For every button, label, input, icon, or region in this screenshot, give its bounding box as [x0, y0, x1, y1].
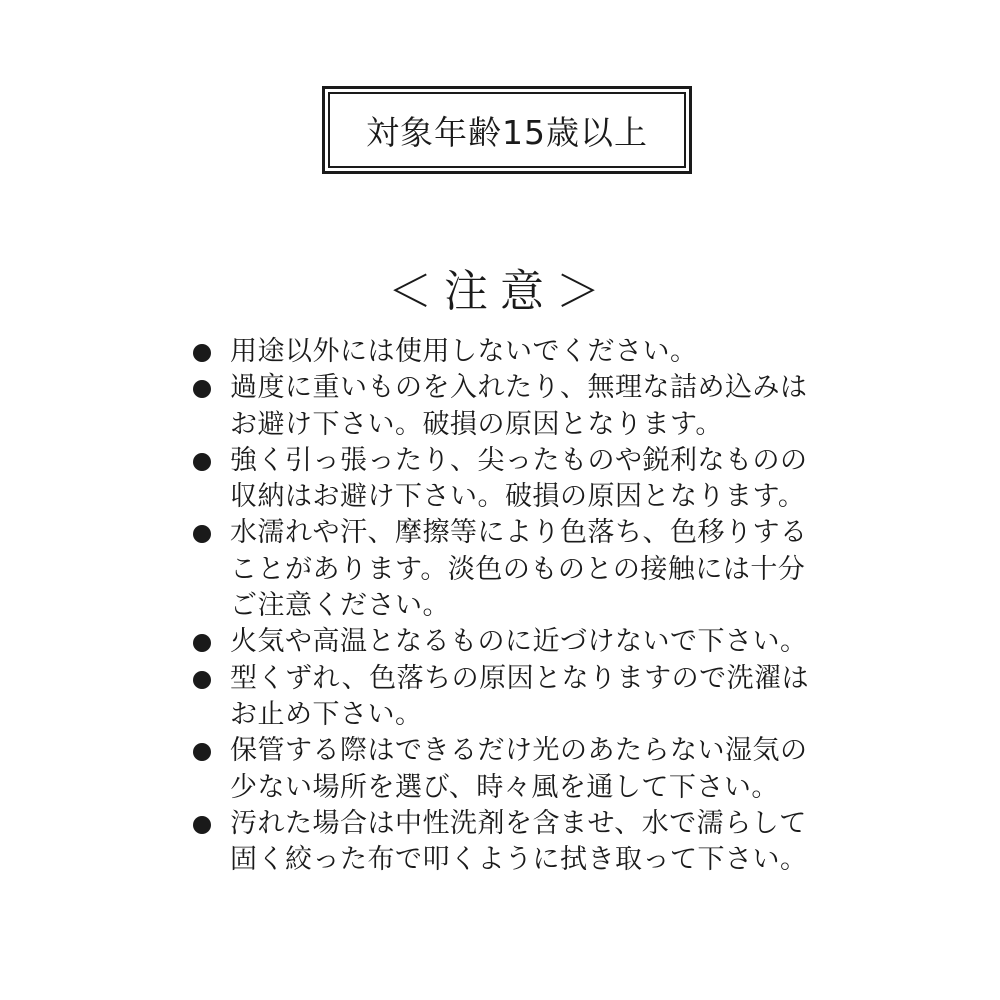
caution-item: [190, 806, 850, 879]
caution-item: [190, 370, 850, 443]
bullet-icon: [190, 806, 230, 842]
caution-line: 過度に重いものを入れたり、無理な詰め込みは: [230, 372, 808, 404]
caution-item: [190, 624, 850, 660]
caution-line: ご注意ください。: [230, 590, 450, 622]
caution-line: 型くずれ、色落ちの原因となりますので洗濯は: [230, 662, 810, 694]
caution-line: ことがあります。淡色のものとの接触には十分: [230, 553, 806, 585]
bullet-icon: [190, 661, 230, 697]
caution-line: 汚れた場合は中性洗剤を含ませ、水で濡らして: [230, 807, 807, 839]
bullet-icon: [190, 515, 230, 551]
caution-line: 収納はお避け下さい。破損の原因となります。: [230, 481, 806, 513]
caution-item: [190, 661, 850, 734]
bullet-icon: [190, 443, 230, 479]
caution-line: 水濡れや汗、摩擦等により色落ち、色移りする: [230, 517, 808, 549]
caution-line: 少ない場所を選び、時々風を通して下さい。: [230, 771, 779, 803]
age-notice-box: [322, 86, 692, 174]
caution-line: 保管する際はできるだけ光のあたらない湿気の: [230, 735, 808, 767]
bullet-icon: [190, 334, 230, 370]
caution-line: お避け下さい。破損の原因となります。: [230, 408, 723, 440]
caution-line: 火気や高温となるものに近づけないで下さい。: [230, 626, 808, 658]
caution-item: [190, 515, 850, 624]
caution-line: お止め下さい。: [230, 698, 423, 730]
caution-item: [190, 334, 850, 370]
caution-line: 用途以外には使用しないでください。: [230, 336, 698, 367]
caution-list: [190, 334, 850, 878]
caution-line: 固く絞った布で叩くように拭き取って下さい。: [230, 844, 808, 876]
bullet-icon: [190, 733, 230, 769]
bullet-icon: [190, 370, 230, 406]
age-notice: 対象年齢15歳以上: [366, 112, 648, 152]
caution-line: 強く引っ張ったり、尖ったものや鋭利なものの: [230, 444, 808, 476]
caution-item: [190, 733, 850, 806]
caution-title: ＜注意＞: [388, 266, 612, 317]
bullet-icon: [190, 624, 230, 660]
caution-item: [190, 443, 850, 516]
